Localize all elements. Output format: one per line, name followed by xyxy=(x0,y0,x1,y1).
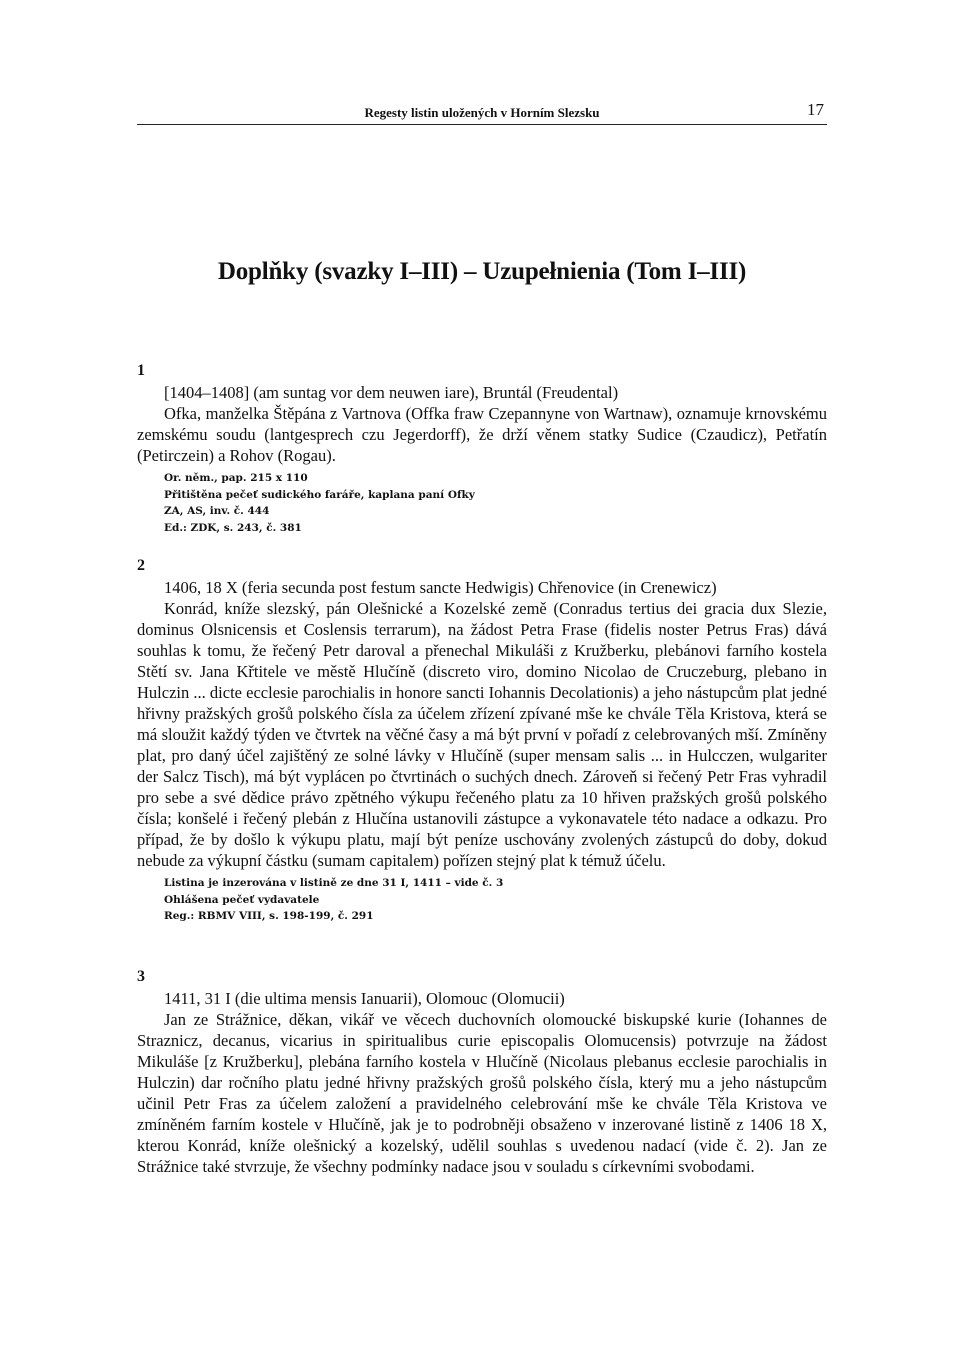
note-line: Ohlášena pečeť vydavatele xyxy=(164,893,320,906)
running-header xyxy=(137,100,827,125)
entry-number: 3 xyxy=(137,968,145,985)
regest-entry-3 xyxy=(137,966,827,1177)
note-line: Or. něm., pap. 215 x 110 xyxy=(164,472,308,484)
entry-heading: 1406, 18 X (feria secunda post festum sancte Hedwigis) Chřenovice (in Crenewicz) xyxy=(164,578,717,597)
page-number: 17 xyxy=(807,100,824,119)
entry-heading: [1404–1408] (am suntag vor dem neuwen iare), Bruntál (Freudental) xyxy=(164,383,619,402)
entry-text: Ofka, manželka Štěpána z Vartnova (Offka fraw Czepannyne von Wartnaw), oznamuje krnovskému zemskému soudu (lantgesprech czu Jegerdorff), že drží věnem statky Sudice (Czaudicz), Petřatín (Petirczein) a Rohov (Rogau). xyxy=(137,404,827,465)
note-line: Reg.: RBMV VIII, s. 198-199, č. 291 xyxy=(164,910,374,922)
running-title: Regesty listin uložených v Horním Slezsku xyxy=(364,105,600,120)
note-line: Listina je inzerována v listině ze dne 31 I, 1411 – vide č. 3 xyxy=(164,877,504,889)
entry-number: 2 xyxy=(137,557,145,574)
entry-heading: 1411, 31 I (die ultima mensis Ianuarii), Olomouc (Olomucii) xyxy=(164,989,565,1008)
entry-number: 1 xyxy=(137,362,145,379)
entry-notes xyxy=(164,470,827,536)
note-line: ZA, AS, inv. č. 444 xyxy=(164,505,270,517)
regest-entry-2 xyxy=(137,555,827,925)
entry-text: Konrád, kníže slezský, pán Olešnické a Kozelské země (Conradus tertius dei gracia dux Slezie, dominus Olsnicensis et Coslensis terrarum), na žádost Petra Frase (fidelis noster Petrus Fras) dává souhlas k tomu, že řečený Petr daroval a přenechal Mikuláši z Kružberku, plebánovi farního kostela Stětí sv. Jana Křtitele ve městě Hlučíně (discreto viro, domino Nicolao de Cruczeburg, plebano in Hulczin ... dicte ecclesie parochialis in honore sancti Iohannis Decolationis) a jeho nástupcům plat jedné hřivny pražských grošů polského čísla za účelem zřízení zpívané mše ke chvále Těla Kristova, která se má sloužit každý týden ve čtvrtek na věčné časy a má být první v pořadí z celebrovaných mší. Zmíněny plat, pro daný účel zajištěný ze solné lávky v Hlučíně (super mensam salis ... in Hulcczen, wulgariter der Salcz Tisch), má být vyplácen po čtvrtinách o suchých dnech. Zároveň si řečený Petr Fras vyhradil pro sebe a své dědice právo zpětného výkupu řečeného platu za 10 hřiven pražských grošů polského čísla; konšelé i řečený plebán z Hlučína ustanovili zástupce a vykonavatele této nadace a odkazu. Pro případ, že by došlo k výkupu platu, mají být peníze uschovány zvolených zástupců do doby, dokud nebude za výkupní částku (sumam capitalem) pořízen stejný plat k témuž účelu. xyxy=(137,599,827,870)
regest-entry-1 xyxy=(137,360,827,536)
entry-text: Jan ze Strážnice, děkan, vikář ve věcech duchovních olomoucké biskupské kurie (Iohannes de Straznicz, decanus, vicarius in spiritualibus curie episcopalis Olomucensis) potvrzuje na žádost Mikuláše [z Kružberku], plebána farního kostela v Hlučíně (Nicolaus plebanus ecclesie parochialis in Hulczin) dar ročního platu jedné hřivny pražských grošů polského čísla, který mu a jeho nástupcům učinil Petr Fras za účelem založení a pravidelného celebrování mše ke chvále Těla Kristova ve zmíněném farním kostele v Hlučíně, jak je to podrobněji obsaženo v inzerované listině z 1406 18 X, kterou Konrád, kníže olešnický a kozelský, udělil souhlas s uvedenou nadací (vide č. 2). Jan ze Strážnice také stvrzuje, že všechny podmínky nadace jsou v souladu s církevními svobodami. xyxy=(137,1010,827,1176)
note-line: Přitištěna pečeť sudického faráře, kaplana paní Ofky xyxy=(164,488,475,501)
entry-notes xyxy=(164,875,827,925)
note-line: Ed.: ZDK, s. 243, č. 381 xyxy=(164,521,302,534)
chapter-title: Doplňky (svazky I–III) – Uzupełnienia (Tom I–III) xyxy=(217,258,747,285)
